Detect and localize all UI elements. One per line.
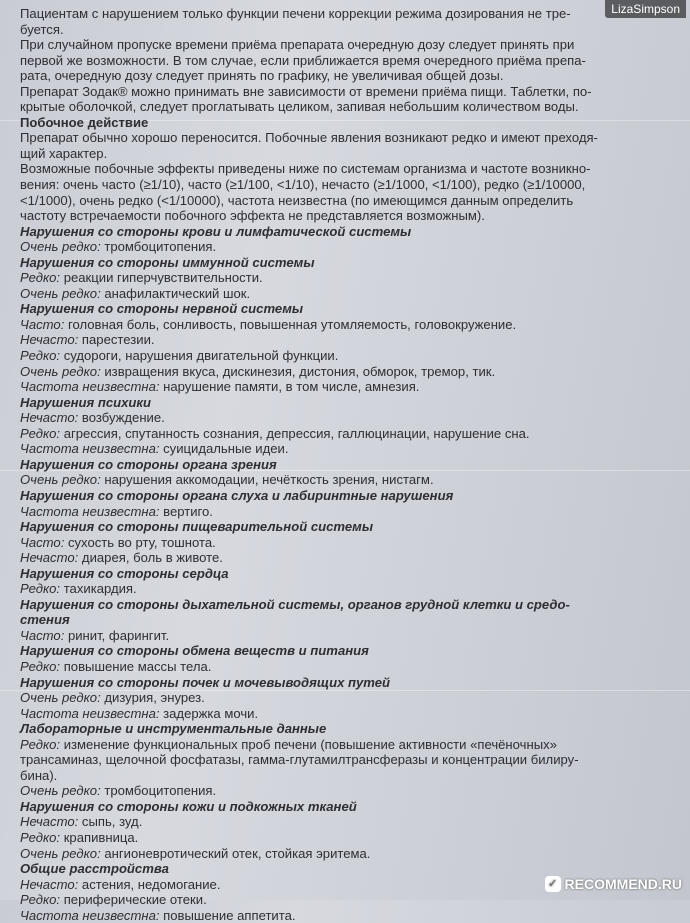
frequency-label: Очень редко: [20,239,101,255]
text-content: извращения вкуса, дискинезия, дистония, обморок, тремор, тик. [100,363,496,379]
text-content: диарея, боль в животе. [78,550,223,566]
text-content: реакции гиперчувствительности. [60,270,263,286]
text-line [20,504,660,520]
frequency-label: Часто: [20,627,65,643]
text-line [20,348,660,364]
frequency-label: Нечасто: [20,550,79,566]
text-content: Пациентам с нарушением только функции печени коррекции режима дозирования не тре- [20,6,571,21]
frequency-label: Очень редко: [20,690,101,706]
text-content: повышение аппетита. [159,907,296,923]
subsection-heading: Нарушения со стороны обмена веществ и питания [20,643,369,659]
text-line [20,84,660,100]
text-line [20,208,660,224]
subsection-heading: Нарушения со стороны крови и лимфатической системы [20,223,412,239]
frequency-label: Нечасто: [20,332,79,348]
frequency-label: Редко: [20,736,61,752]
text-content: суицидальные идеи. [159,441,289,457]
text-line [20,908,660,923]
text-content: анафилактический шок. [100,285,251,301]
text-content: крытые оболочкой, следует проглатывать целиком, запивая небольшим количеством воды. [20,99,579,115]
text-line [20,535,660,551]
text-line [20,441,660,457]
text-content: возбуждение. [78,410,165,426]
text-content: вертиго. [159,503,213,519]
frequency-label: Частота неизвестна: [20,705,160,721]
author-watermark: LizaSimpson [605,0,686,18]
frequency-label: Часто: [20,534,65,550]
text-content: тахикардия. [60,581,137,597]
text-line [20,364,660,380]
text-content: сыпь, зуд. [78,814,143,830]
frequency-label: Частота неизвестна: [20,379,160,395]
text-content: нарушение памяти, в том числе, амнезия. [159,379,420,395]
frequency-label: Нечасто: [20,410,79,426]
text-line [20,270,660,286]
text-content: изменение функциональных проб печени (повышение активности «печёночных» [60,736,557,752]
frequency-label: Очень редко: [20,783,101,799]
subsection-heading: Нарушения со стороны нервной системы [20,301,304,317]
text-content: ринит, фарингит. [64,627,170,643]
frequency-label: Частота неизвестна: [20,503,160,519]
text-line [20,161,660,177]
text-line [20,99,660,115]
text-content: первой же возможности. В том случае, если приближается время очередного приёма препа- [20,52,586,68]
text-line [20,22,660,38]
text-line [20,68,660,84]
text-content: При случайном пропуске времени приёма препарата очередную дозу следует принять при [20,37,575,53]
frequency-label: Очень редко: [20,363,101,379]
subsection-heading: Нарушения психики [20,394,152,410]
text-line [20,550,660,566]
text-line [20,814,660,830]
frequency-label: Часто: [20,316,65,332]
frequency-label: Нечасто: [20,876,79,892]
text-content: ангионевротический отек, стойкая эритема. [100,845,371,861]
text-content: астения, недомогание. [78,876,221,892]
frequency-label: Редко: [20,348,61,364]
recommend-label: RECOMMEND.RU [564,876,682,892]
text-content: сухость во рту, тошнота. [64,534,216,550]
text-line [20,768,660,784]
text-content: вения: очень часто (≥1/10), часто (≥1/100, <1/10), нечасто (≥1/1000, <1/100), редко (≥1/10000, [20,177,586,193]
text-content: буется. [20,21,64,37]
frequency-label: Частота неизвестна: [20,441,160,457]
recommend-logo-icon: ✓ [545,876,561,892]
frequency-label: Редко: [20,425,61,441]
subsection-heading: Нарушения со стороны органа зрения [20,456,277,472]
text-line [20,410,660,426]
text-line [20,659,660,675]
text-content: нарушения аккомодации, нечёткость зрения, нистагм. [100,472,434,488]
text-content: тромбоцитопения. [100,239,217,255]
text-line [20,846,660,862]
text-line [20,737,660,753]
frequency-label: Редко: [20,829,61,845]
subsection-heading: Нарушения со стороны пищеварительной системы [20,519,374,535]
text-line [20,628,660,644]
text-line [20,426,660,442]
frequency-label: Редко: [20,581,61,597]
text-line [20,690,660,706]
text-line [20,239,660,255]
frequency-label: Редко: [20,270,61,286]
text-content: трансаминаз, щелочной фосфатазы, гамма-глутамилтрансферазы и концентрации билиру- [20,752,579,768]
subsection-heading: Нарушения со стороны сердца [20,565,229,581]
text-content: бина). [20,767,58,783]
frequency-label: Очень редко: [20,285,101,301]
frequency-label: Редко: [20,892,61,908]
text-content: периферические отеки. [60,892,207,908]
frequency-label: Очень редко: [20,845,101,861]
text-line [20,581,660,597]
frequency-label: Редко: [20,658,61,674]
text-line [20,752,660,768]
text-line [20,332,660,348]
text-line [20,6,660,22]
text-line [20,193,660,209]
subsection-heading: Общие расстройства [20,861,169,877]
subsection-heading: Нарушения со стороны органа слуха и лабиринтные нарушения [20,487,454,503]
text-line [20,53,660,69]
text-line [20,37,660,53]
text-line [20,130,660,146]
frequency-label: Частота неизвестна: [20,907,160,923]
subsection-heading: Лабораторные и инструментальные данные [20,721,327,737]
text-line [20,146,660,162]
text-content: <1/1000), очень редко (<1/10000), частота неизвестна (по имеющимся данным определить [20,192,574,208]
frequency-label: Нечасто: [20,814,79,830]
subsection-heading: Нарушения со стороны кожи и подкожных тканей [20,798,357,814]
leaflet-text [20,6,660,923]
text-line [20,286,660,302]
subsection-heading: Нарушения со стороны дыхательной системы, органов грудной клетки и средо- [20,596,570,612]
text-content: задержка мочи. [159,705,259,721]
recommend-watermark [545,876,682,892]
text-line [20,830,660,846]
text-line [20,177,660,193]
text-line [20,472,660,488]
text-line [20,317,660,333]
section-heading: Побочное действие [20,114,149,130]
text-content: Препарат Зодак® можно принимать вне зависимости от времени приёма пищи. Таблетки, по- [20,83,592,99]
text-content: парестезии. [78,332,155,348]
text-content: щий характер. [20,145,108,161]
text-content: дизурия, энурез. [100,690,205,706]
text-content: крапивница. [60,829,139,845]
text-content: рата, очередную дозу следует принять по графику, не увеличивая общей дозы. [20,68,504,84]
text-content: агрессия, спутанность сознания, депрессия, галлюцинации, нарушение сна. [60,425,530,441]
text-line [20,379,660,395]
text-line [20,783,660,799]
text-content: головная боль, сонливость, повышенная утомляемость, головокружение. [64,316,517,332]
text-content: Препарат обычно хорошо переносится. Побочные явления возникают редко и имеют преходя- [20,130,598,146]
text-line [20,706,660,722]
text-content: Возможные побочные эффекты приведены ниже по системам организма и частоте возникно- [20,161,591,177]
text-content: тромбоцитопения. [100,783,217,799]
text-content: частоту встречаемости побочного эффекта не представляется возможным). [20,208,485,224]
subsection-heading: Нарушения со стороны почек и мочевыводящих путей [20,674,391,690]
text-content: судороги, нарушения двигательной функции. [60,348,339,364]
subsection-heading: Нарушения со стороны иммунной системы [20,254,315,270]
subsection-heading: стения [20,612,70,628]
text-content: повышение массы тела. [60,658,212,674]
frequency-label: Очень редко: [20,472,101,488]
